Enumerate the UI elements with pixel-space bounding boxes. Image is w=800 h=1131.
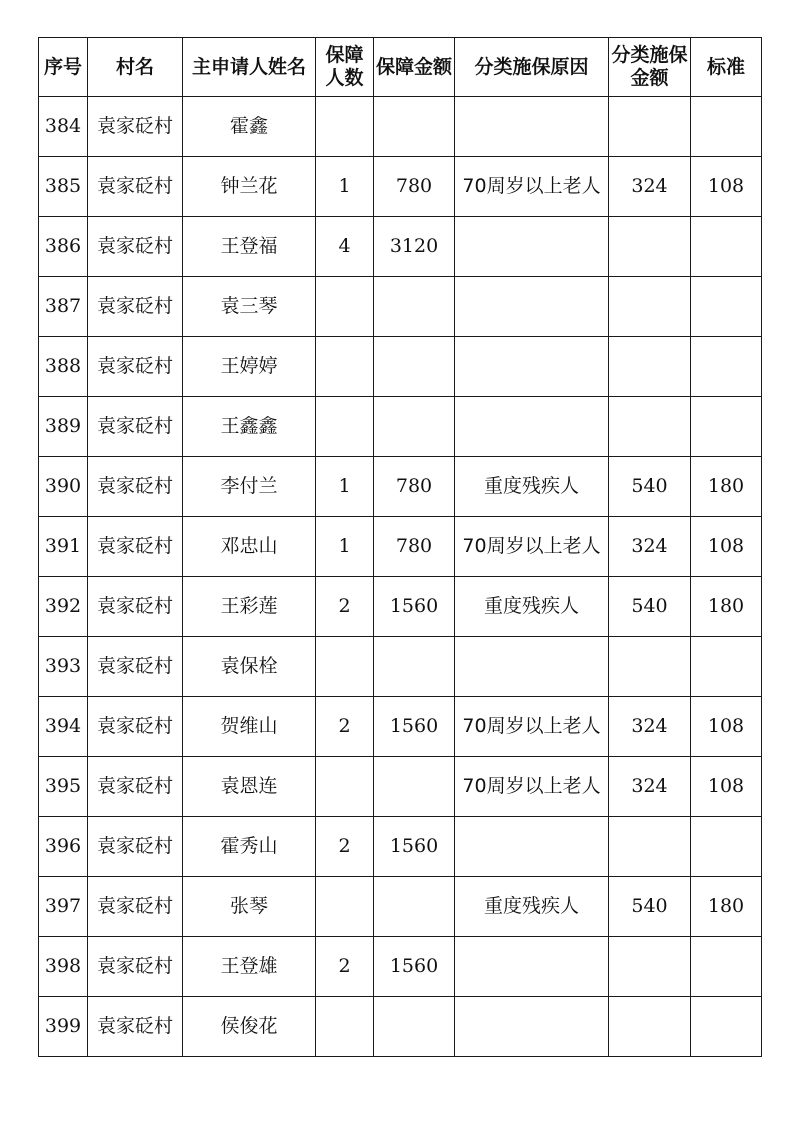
cell-class-amount: 324 [609, 517, 691, 577]
cell-applicant-name: 霍鑫 [183, 97, 316, 157]
cell-village: 袁家砭村 [88, 277, 183, 337]
cell-reason: 重度残疾人 [455, 877, 609, 937]
cell-applicant-name: 王婷婷 [183, 337, 316, 397]
table-row [39, 397, 762, 457]
cell-amount: 1560 [374, 697, 455, 757]
cell-class-amount [609, 937, 691, 997]
table-row [39, 937, 762, 997]
cell-applicant-name: 袁保栓 [183, 637, 316, 697]
cell-seq: 385 [39, 157, 88, 217]
cell-village: 袁家砭村 [88, 397, 183, 457]
cell-standard [691, 277, 762, 337]
header-village: 村名 [88, 38, 183, 97]
header-applicant-name: 主申请人姓名 [183, 38, 316, 97]
cell-village: 袁家砭村 [88, 877, 183, 937]
table-row [39, 157, 762, 217]
cell-reason [455, 277, 609, 337]
cell-persons [316, 637, 374, 697]
table-row [39, 877, 762, 937]
cell-seq: 387 [39, 277, 88, 337]
cell-seq: 388 [39, 337, 88, 397]
cell-reason [455, 817, 609, 877]
cell-persons: 2 [316, 697, 374, 757]
header-persons: 保障人数 [316, 38, 374, 97]
cell-persons: 1 [316, 517, 374, 577]
cell-class-amount: 324 [609, 757, 691, 817]
cell-applicant-name: 侯俊花 [183, 997, 316, 1057]
cell-standard: 108 [691, 517, 762, 577]
cell-standard [691, 817, 762, 877]
cell-amount: 1560 [374, 817, 455, 877]
cell-amount [374, 637, 455, 697]
cell-class-amount [609, 337, 691, 397]
cell-persons [316, 277, 374, 337]
cell-class-amount [609, 277, 691, 337]
cell-persons [316, 337, 374, 397]
allowance-roster-table [38, 37, 762, 1057]
cell-amount [374, 97, 455, 157]
cell-class-amount: 540 [609, 577, 691, 637]
cell-amount [374, 397, 455, 457]
cell-applicant-name: 霍秀山 [183, 817, 316, 877]
cell-class-amount [609, 817, 691, 877]
table-header [39, 38, 762, 97]
cell-persons: 2 [316, 577, 374, 637]
cell-standard: 180 [691, 877, 762, 937]
cell-persons: 4 [316, 217, 374, 277]
cell-standard [691, 217, 762, 277]
table-row [39, 757, 762, 817]
cell-amount: 1560 [374, 937, 455, 997]
cell-amount [374, 337, 455, 397]
cell-class-amount [609, 97, 691, 157]
cell-standard [691, 937, 762, 997]
cell-applicant-name: 王登福 [183, 217, 316, 277]
cell-standard [691, 397, 762, 457]
header-standard: 标准 [691, 38, 762, 97]
cell-reason [455, 937, 609, 997]
header-amount: 保障金额 [374, 38, 455, 97]
table-row [39, 577, 762, 637]
cell-applicant-name: 王鑫鑫 [183, 397, 316, 457]
cell-applicant-name: 张琴 [183, 877, 316, 937]
cell-seq: 389 [39, 397, 88, 457]
cell-seq: 396 [39, 817, 88, 877]
cell-standard [691, 637, 762, 697]
cell-class-amount [609, 637, 691, 697]
cell-seq: 391 [39, 517, 88, 577]
cell-reason: 重度残疾人 [455, 457, 609, 517]
table-row [39, 337, 762, 397]
cell-seq: 394 [39, 697, 88, 757]
cell-seq: 398 [39, 937, 88, 997]
cell-reason [455, 997, 609, 1057]
cell-village: 袁家砭村 [88, 217, 183, 277]
cell-village: 袁家砭村 [88, 757, 183, 817]
cell-village: 袁家砭村 [88, 817, 183, 877]
cell-standard [691, 337, 762, 397]
table-row [39, 517, 762, 577]
cell-applicant-name: 袁三琴 [183, 277, 316, 337]
cell-reason: 70周岁以上老人 [455, 757, 609, 817]
cell-standard [691, 997, 762, 1057]
cell-reason [455, 217, 609, 277]
cell-village: 袁家砭村 [88, 157, 183, 217]
cell-reason: 70周岁以上老人 [455, 697, 609, 757]
cell-reason [455, 337, 609, 397]
cell-seq: 397 [39, 877, 88, 937]
cell-amount: 780 [374, 457, 455, 517]
cell-class-amount: 540 [609, 457, 691, 517]
table-row [39, 697, 762, 757]
cell-seq: 399 [39, 997, 88, 1057]
cell-class-amount: 540 [609, 877, 691, 937]
cell-seq: 384 [39, 97, 88, 157]
cell-village: 袁家砭村 [88, 577, 183, 637]
cell-persons [316, 877, 374, 937]
table-row [39, 457, 762, 517]
cell-reason [455, 97, 609, 157]
cell-village: 袁家砭村 [88, 997, 183, 1057]
cell-applicant-name: 邓忠山 [183, 517, 316, 577]
cell-standard: 180 [691, 577, 762, 637]
cell-reason [455, 637, 609, 697]
cell-class-amount: 324 [609, 697, 691, 757]
cell-seq: 393 [39, 637, 88, 697]
cell-standard: 180 [691, 457, 762, 517]
cell-village: 袁家砭村 [88, 97, 183, 157]
cell-class-amount [609, 997, 691, 1057]
cell-amount: 780 [374, 157, 455, 217]
cell-persons: 1 [316, 457, 374, 517]
cell-standard: 108 [691, 157, 762, 217]
table-row [39, 637, 762, 697]
cell-seq: 392 [39, 577, 88, 637]
header-row [39, 38, 762, 97]
table-row [39, 997, 762, 1057]
cell-amount [374, 277, 455, 337]
cell-reason: 70周岁以上老人 [455, 517, 609, 577]
cell-persons [316, 97, 374, 157]
cell-persons [316, 997, 374, 1057]
cell-seq: 395 [39, 757, 88, 817]
cell-amount [374, 997, 455, 1057]
cell-class-amount: 324 [609, 157, 691, 217]
cell-applicant-name: 钟兰花 [183, 157, 316, 217]
cell-persons [316, 757, 374, 817]
table-row [39, 97, 762, 157]
cell-standard: 108 [691, 697, 762, 757]
cell-standard [691, 97, 762, 157]
cell-amount [374, 877, 455, 937]
cell-village: 袁家砭村 [88, 937, 183, 997]
table-row [39, 817, 762, 877]
cell-class-amount [609, 397, 691, 457]
cell-applicant-name: 王彩莲 [183, 577, 316, 637]
cell-village: 袁家砭村 [88, 337, 183, 397]
table-body [39, 97, 762, 1057]
cell-class-amount [609, 217, 691, 277]
cell-village: 袁家砭村 [88, 697, 183, 757]
cell-village: 袁家砭村 [88, 517, 183, 577]
cell-village: 袁家砭村 [88, 457, 183, 517]
cell-amount [374, 757, 455, 817]
cell-applicant-name: 贺维山 [183, 697, 316, 757]
cell-persons: 2 [316, 937, 374, 997]
cell-reason: 70周岁以上老人 [455, 157, 609, 217]
cell-persons: 2 [316, 817, 374, 877]
cell-applicant-name: 李付兰 [183, 457, 316, 517]
cell-persons [316, 397, 374, 457]
header-class-amount: 分类施保金额 [609, 38, 691, 97]
cell-seq: 386 [39, 217, 88, 277]
cell-reason: 重度残疾人 [455, 577, 609, 637]
header-reason: 分类施保原因 [455, 38, 609, 97]
cell-reason [455, 397, 609, 457]
cell-persons: 1 [316, 157, 374, 217]
cell-amount: 780 [374, 517, 455, 577]
header-seq: 序号 [39, 38, 88, 97]
cell-amount: 3120 [374, 217, 455, 277]
cell-applicant-name: 王登雄 [183, 937, 316, 997]
cell-seq: 390 [39, 457, 88, 517]
cell-applicant-name: 袁恩连 [183, 757, 316, 817]
cell-village: 袁家砭村 [88, 637, 183, 697]
cell-amount: 1560 [374, 577, 455, 637]
table-row [39, 277, 762, 337]
cell-standard: 108 [691, 757, 762, 817]
table-row [39, 217, 762, 277]
